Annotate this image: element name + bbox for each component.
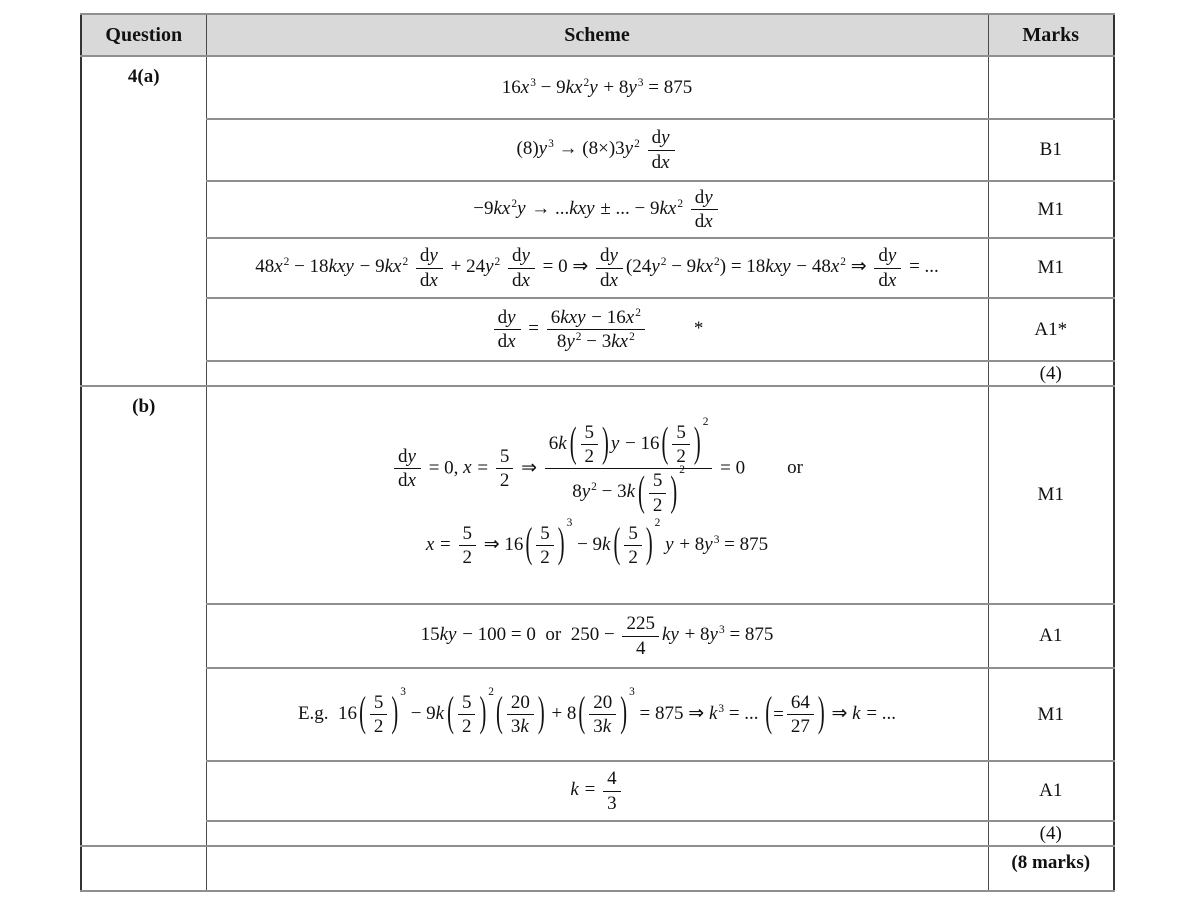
scheme-cell: k = $\frac{4}{3}$: [206, 761, 988, 821]
scheme-row: [81, 298, 1114, 361]
scheme-cell: $(8)y^3 \to (8\times)3y^2$ $\frac{dy}{dx}$: [206, 119, 988, 181]
question-cell-empty: [81, 846, 206, 891]
marks-total: (8 marks): [988, 846, 1114, 891]
scheme-row: [81, 119, 1114, 181]
marks-cell: M1: [988, 386, 1114, 604]
marks-cell: A1: [988, 761, 1114, 821]
marks-cell: [988, 56, 1114, 119]
header-row: [81, 14, 1114, 56]
subtotal-row: [81, 361, 1114, 386]
marks-cell: B1: [988, 119, 1114, 181]
scheme-cell: E.g. 16 ( 5 2 )$^3$ − 9k ( 5 2 )$^2$ ( 20 3k ) + 8 ( 20 3k )$^3$ = 875 ⇒ $k^3$ = ... ( = 64 27 ) ⇒ k = ...: [206, 668, 988, 761]
marks-subtotal: (4): [988, 821, 1114, 846]
total-row: [81, 846, 1114, 891]
marks-cell: M1: [988, 668, 1114, 761]
subtotal-row: [81, 821, 1114, 846]
marks-cell: A1: [988, 604, 1114, 668]
header-question: Question: [81, 14, 206, 56]
marks-cell: M1: [988, 238, 1114, 298]
scheme-cell: $\frac{dy}{dx}$ = 0, x = $\frac{5}{2}$ ⇒ 6k ( 5 2 )y − 16 ( 5 2 )$^2$ $8y^2 - 3k$ ( 5 2 )$^2$ = 0 or x = $\frac{5}{2}$ ⇒ 16 ( 5 2 )$^3$ − 9k ( 5 2 )$^2$ $y + 8y^3 = 875$: [206, 386, 988, 604]
scheme-cell-empty: [206, 846, 988, 891]
header-marks: Marks: [988, 14, 1114, 56]
question-label-4a: 4(a): [81, 56, 206, 386]
scheme-row: [81, 386, 1114, 604]
scheme-row: [81, 56, 1114, 119]
scheme-row: [81, 181, 1114, 238]
question-label-b: (b): [81, 386, 206, 846]
scheme-cell: $-9kx^2y \to ...kxy$ ± ... − $9kx^2$ $\frac{dy}{dx}$: [206, 181, 988, 238]
marks-cell: M1: [988, 181, 1114, 238]
marks-subtotal: (4): [988, 361, 1114, 386]
scheme-row: [81, 238, 1114, 298]
scheme-cell: $48x^2 - 18kxy - 9kx^2$ $\frac{dy}{dx}$ + $24y^2$ $\frac{dy}{dx}$ = 0 ⇒ $\frac{dy}{dx}$ $(24y^2 - 9kx^2) = 18kxy - 48x^2$ ⇒ $\frac{dy}{dx}$ = ...: [206, 238, 988, 298]
scheme-row: [81, 604, 1114, 668]
header-scheme: Scheme: [206, 14, 988, 56]
scheme-cell-empty: [206, 361, 988, 386]
mark-scheme-table: [80, 13, 1115, 892]
scheme-row: [81, 668, 1114, 761]
scheme-cell: 15ky − 100 = 0 or 250 − $\frac{225}{4}$ ky + $8y^3 = 875$: [206, 604, 988, 668]
scheme-row: [81, 761, 1114, 821]
scheme-cell: $\frac{dy}{dx}$ = $6kxy - 16x^2$ $8y^2 - 3kx^2$ *: [206, 298, 988, 361]
scheme-cell: $16x^3 - 9kx^2y + 8y^3 = 875$: [206, 56, 988, 119]
scheme-cell-empty: [206, 821, 988, 846]
marks-cell: A1*: [988, 298, 1114, 361]
